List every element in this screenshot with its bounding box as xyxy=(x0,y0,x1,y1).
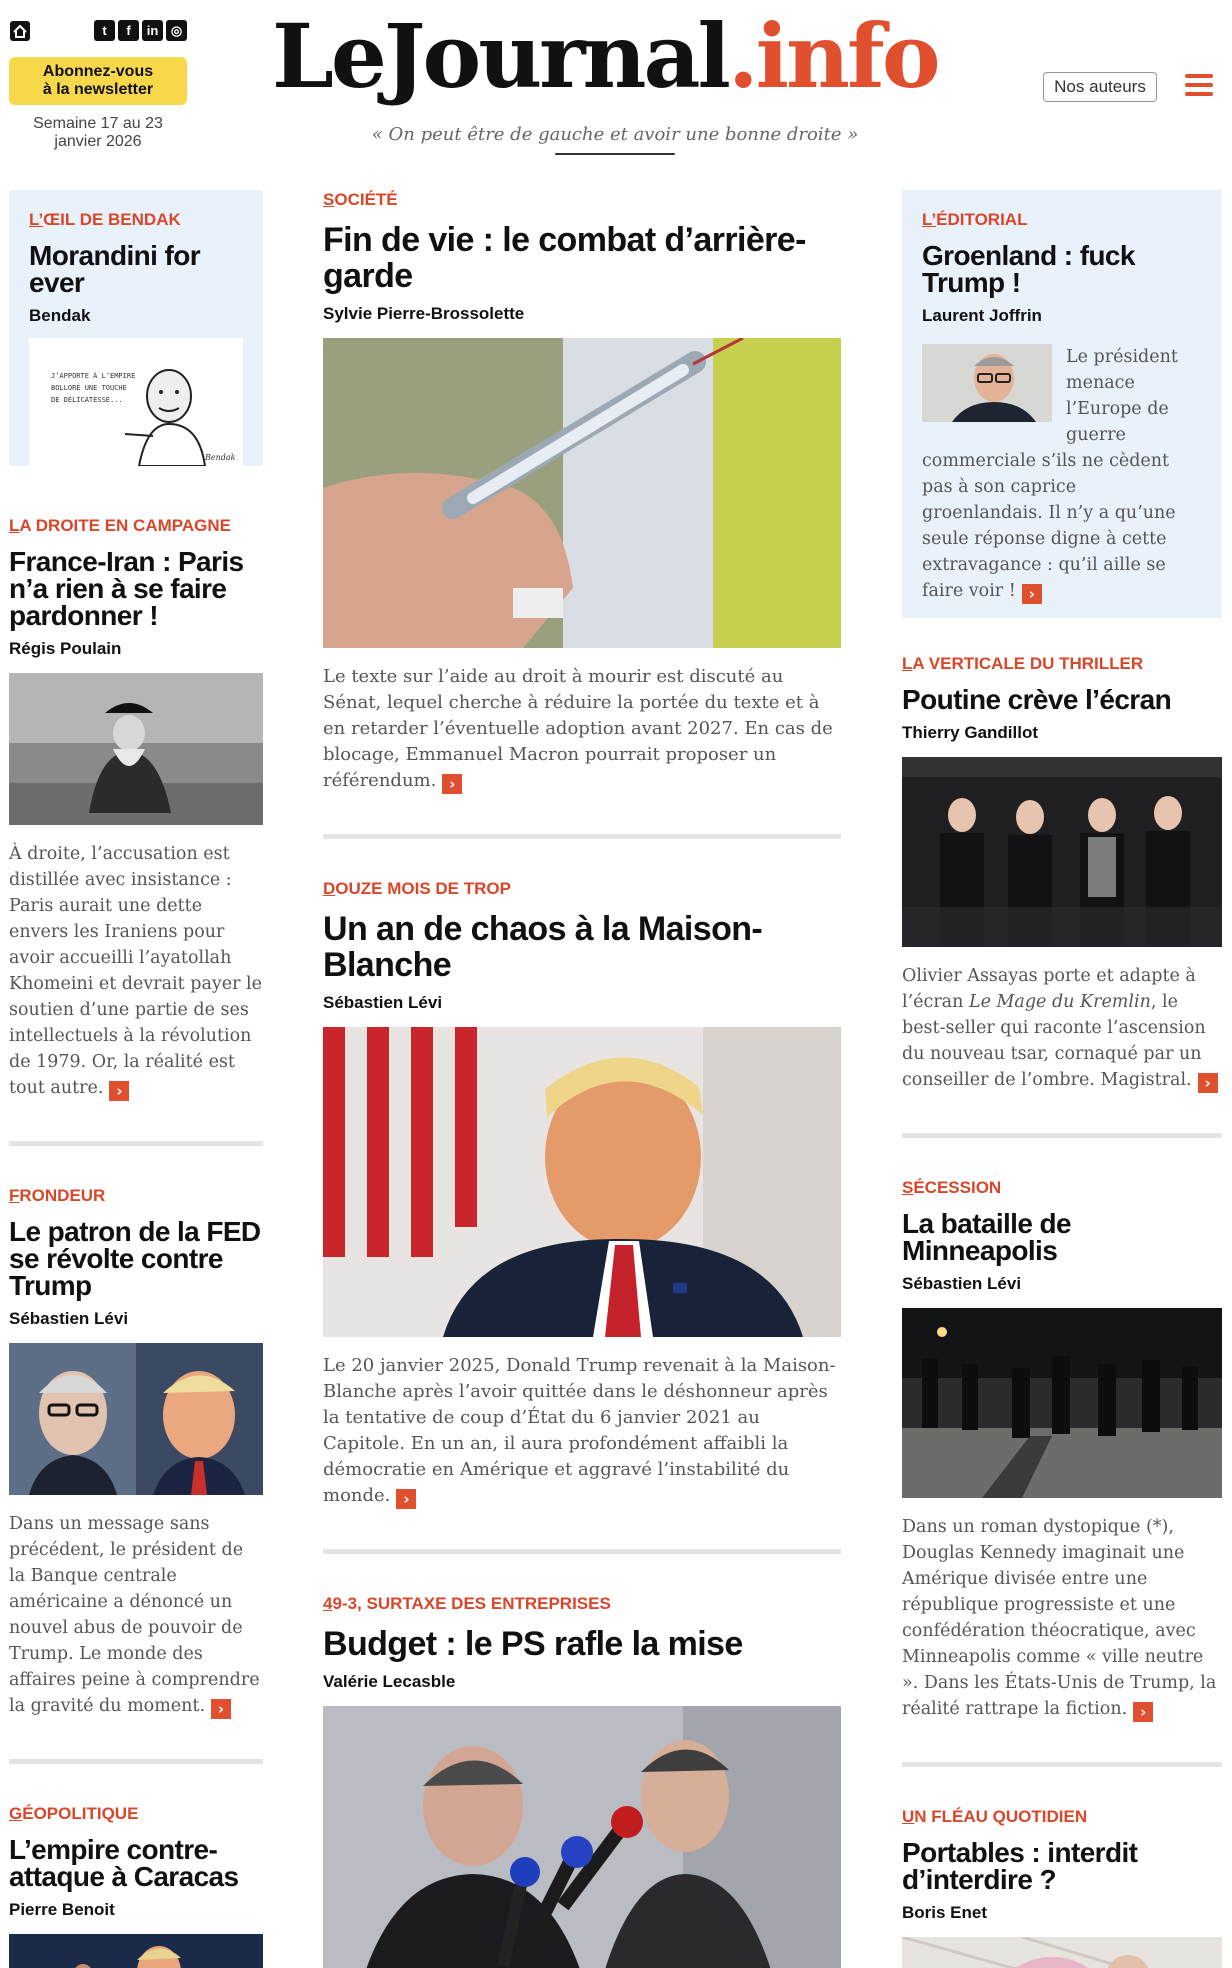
headline[interactable]: Un an de chaos à la Maison-Blanche xyxy=(323,910,763,984)
article-image[interactable] xyxy=(902,1937,1222,1968)
newsletter-button[interactable]: Abonnez-vous à la newsletter xyxy=(9,57,187,105)
rubric: L’ÉDITORIAL xyxy=(922,210,1028,229)
rubric: SOCIÉTÉ xyxy=(323,190,398,209)
rubric: UN FLÉAU QUOTIDIEN xyxy=(902,1807,1088,1826)
read-more-arrow-icon[interactable]: › xyxy=(1198,1073,1218,1093)
read-more-arrow-icon[interactable]: › xyxy=(1022,584,1042,604)
author: Sébastien Lévi xyxy=(323,993,443,1012)
article-card[interactable] xyxy=(902,654,1222,1093)
divider xyxy=(902,1133,1222,1138)
read-more-arrow-icon[interactable]: › xyxy=(1133,1702,1153,1722)
excerpt xyxy=(323,1353,841,1509)
site-logo[interactable] xyxy=(272,6,938,106)
excerpt-text-pre: Olivier Assayas porte et adapte à l’écran xyxy=(902,966,1196,1012)
author: Valérie Lecasble xyxy=(323,1672,456,1691)
article-image[interactable] xyxy=(9,1343,263,1495)
divider xyxy=(323,1549,841,1554)
rubric: FRONDEUR xyxy=(9,1186,106,1205)
article-card[interactable] xyxy=(323,879,841,1509)
headline[interactable]: Groenland : fuck Trump ! xyxy=(922,240,1135,298)
article-image[interactable] xyxy=(902,1308,1222,1498)
tagline-divider xyxy=(555,153,675,155)
rubric: 49-3, SURTAXE DES ENTREPRISES xyxy=(323,1594,611,1613)
article-image[interactable] xyxy=(902,757,1222,947)
headline[interactable]: Portables : interdit d’interdire ? xyxy=(902,1837,1138,1895)
headline[interactable]: L’empire contre-attaque à Caracas xyxy=(9,1834,239,1892)
excerpt-text: Le texte sur l’aide au droit à mourir est discuté au Sénat, lequel cherche à réduire la portée du texte et à en retarder l’éventuelle adoption avant 2027. En cas de blocage, Emmanuel Macron pourrait proposer un référendum. xyxy=(323,666,833,791)
logo-tld: info xyxy=(755,4,938,108)
author: Sébastien Lévi xyxy=(902,1274,1022,1293)
authors-button[interactable]: Nos auteurs xyxy=(1043,72,1157,102)
divider xyxy=(9,1141,263,1146)
excerpt-text: Dans un roman dystopique (*), Douglas Kennedy imaginait une Amérique divisée entre une république progressiste et une confédération théocratique, avec Minneapolis comme « ville neutre ». Dans les États-Unis de Trump, la réalité rattrape la fiction. xyxy=(902,1517,1217,1719)
excerpt-text: À droite, l’accusation est distillée avec insistance : Paris aurait une dette envers les Iraniens pour avoir accueilli l’ayatollah Khomeini et devrait payer le soutien d’une partie de ses intellectuels à la révolution de 1979. Or, la réalité est tout autre. xyxy=(9,844,263,1098)
author: Bendak xyxy=(29,306,91,325)
headline[interactable]: Budget : le PS rafle la mise xyxy=(323,1625,743,1663)
headline[interactable]: Le patron de la FED se révolte contre Trump xyxy=(9,1216,261,1301)
instagram-icon[interactable]: ◎ xyxy=(166,20,187,41)
author: Régis Poulain xyxy=(9,639,122,658)
excerpt-text-post: , le best-seller qui raconte l’ascension du nouveau tsar, cornaqué par un conseiller de l’ombre. Magistral. xyxy=(902,992,1206,1090)
twitter-icon[interactable]: t xyxy=(94,20,115,41)
article-image[interactable] xyxy=(9,1934,263,1968)
author: Pierre Benoit xyxy=(9,1900,115,1919)
excerpt xyxy=(902,963,1222,1093)
logo-main: LeJournal xyxy=(272,4,728,108)
excerpt xyxy=(902,1514,1222,1722)
read-more-arrow-icon[interactable]: › xyxy=(211,1699,231,1719)
article-card[interactable] xyxy=(9,1186,263,1719)
headline[interactable]: Morandini for ever xyxy=(29,240,201,298)
rubric: LA VERTICALE DU THRILLER xyxy=(902,654,1144,673)
excerpt-text: Le président menace l’Europe de guerre commerciale s’ils ne cèdent pas à son caprice groenlandais. Il n’y a qu’une seule réponse digne à cette extravagance : qu’il aille se faire voir ! xyxy=(922,347,1178,601)
headline[interactable]: Fin de vie : le combat d’arrière-garde xyxy=(323,221,806,295)
article-image[interactable] xyxy=(323,1706,841,1968)
article-image[interactable] xyxy=(9,673,263,825)
tagline: « On peut être de gauche et avoir une bonne droite » xyxy=(371,124,859,145)
editorial-author-photo[interactable] xyxy=(922,344,1052,422)
divider xyxy=(323,834,841,839)
article-card[interactable] xyxy=(323,1594,841,1968)
rubric: SÉCESSION xyxy=(902,1178,1002,1197)
cartoon-caption: J’APPORTE À L’EMPIRE BOLLORÉ UNE TOUCHE DE DÉLICATESSE... xyxy=(51,372,136,404)
excerpt xyxy=(323,664,841,794)
facebook-icon[interactable]: f xyxy=(118,20,139,41)
excerpt xyxy=(9,1511,263,1719)
divider xyxy=(902,1762,1222,1767)
author: Boris Enet xyxy=(902,1903,988,1922)
main-column xyxy=(323,190,841,1968)
left-column xyxy=(9,190,263,1968)
excerpt-text: Dans un message sans précédent, le président de la Banque centrale américaine a dénoncé un nouvel abus de pouvoir de Trump. Le monde des affaires peine à comprendre la gravité du moment. xyxy=(9,1514,260,1716)
excerpt xyxy=(922,344,1202,604)
cartoon-card[interactable] xyxy=(9,190,263,466)
right-column xyxy=(902,190,1222,1968)
cartoon-signature: Bendak xyxy=(205,453,236,462)
week-label: Semaine 17 au 23 janvier 2026 xyxy=(33,115,163,150)
social-links xyxy=(94,20,187,41)
cartoon-image[interactable] xyxy=(29,338,243,466)
article-card[interactable] xyxy=(902,1807,1222,1968)
article-image[interactable] xyxy=(323,1027,841,1337)
author: Sylvie Pierre-Brossolette xyxy=(323,304,525,323)
read-more-arrow-icon[interactable]: › xyxy=(396,1489,416,1509)
book-title: Le Mage du Kremlin xyxy=(968,992,1151,1012)
editorial-card[interactable] xyxy=(902,190,1222,618)
excerpt-text: Le 20 janvier 2025, Donald Trump revenait à la Maison-Blanche après l’avoir quittée dans le déshonneur après la tentative de coup d’État du 6 janvier 2021 au Capitole. En un an, il aura profondément affaibli la démocratie en Amérique et aggravé l’instabilité du monde. xyxy=(323,1355,836,1506)
headline[interactable]: La bataille de Minneapolis xyxy=(902,1208,1071,1266)
lead-article-card[interactable] xyxy=(323,190,841,794)
headline[interactable]: Poutine crève l’écran xyxy=(902,684,1172,715)
site-header xyxy=(0,0,1232,180)
article-card[interactable] xyxy=(902,1178,1222,1722)
author: Sébastien Lévi xyxy=(9,1309,129,1328)
article-image[interactable] xyxy=(323,338,841,648)
author: Thierry Gandillot xyxy=(902,723,1039,742)
article-card[interactable] xyxy=(9,516,263,1101)
rubric: LA DROITE EN CAMPAGNE xyxy=(9,516,231,535)
article-card[interactable] xyxy=(9,1804,263,1968)
hamburger-menu-icon[interactable] xyxy=(1185,74,1213,98)
read-more-arrow-icon[interactable]: › xyxy=(442,774,462,794)
excerpt xyxy=(9,841,263,1101)
divider xyxy=(9,1759,263,1764)
headline[interactable]: France-Iran : Paris n’a rien à se faire pardonner ! xyxy=(9,546,244,631)
rubric: GÉOPOLITIQUE xyxy=(9,1804,139,1823)
linkedin-icon[interactable]: in xyxy=(142,20,163,41)
rubric: DOUZE MOIS DE TROP xyxy=(323,879,511,898)
home-icon[interactable] xyxy=(9,20,31,42)
read-more-arrow-icon[interactable]: › xyxy=(109,1081,129,1101)
author: Laurent Joffrin xyxy=(922,306,1042,325)
rubric: L’ŒIL DE BENDAK xyxy=(29,210,181,229)
logo-dot: . xyxy=(727,4,756,108)
